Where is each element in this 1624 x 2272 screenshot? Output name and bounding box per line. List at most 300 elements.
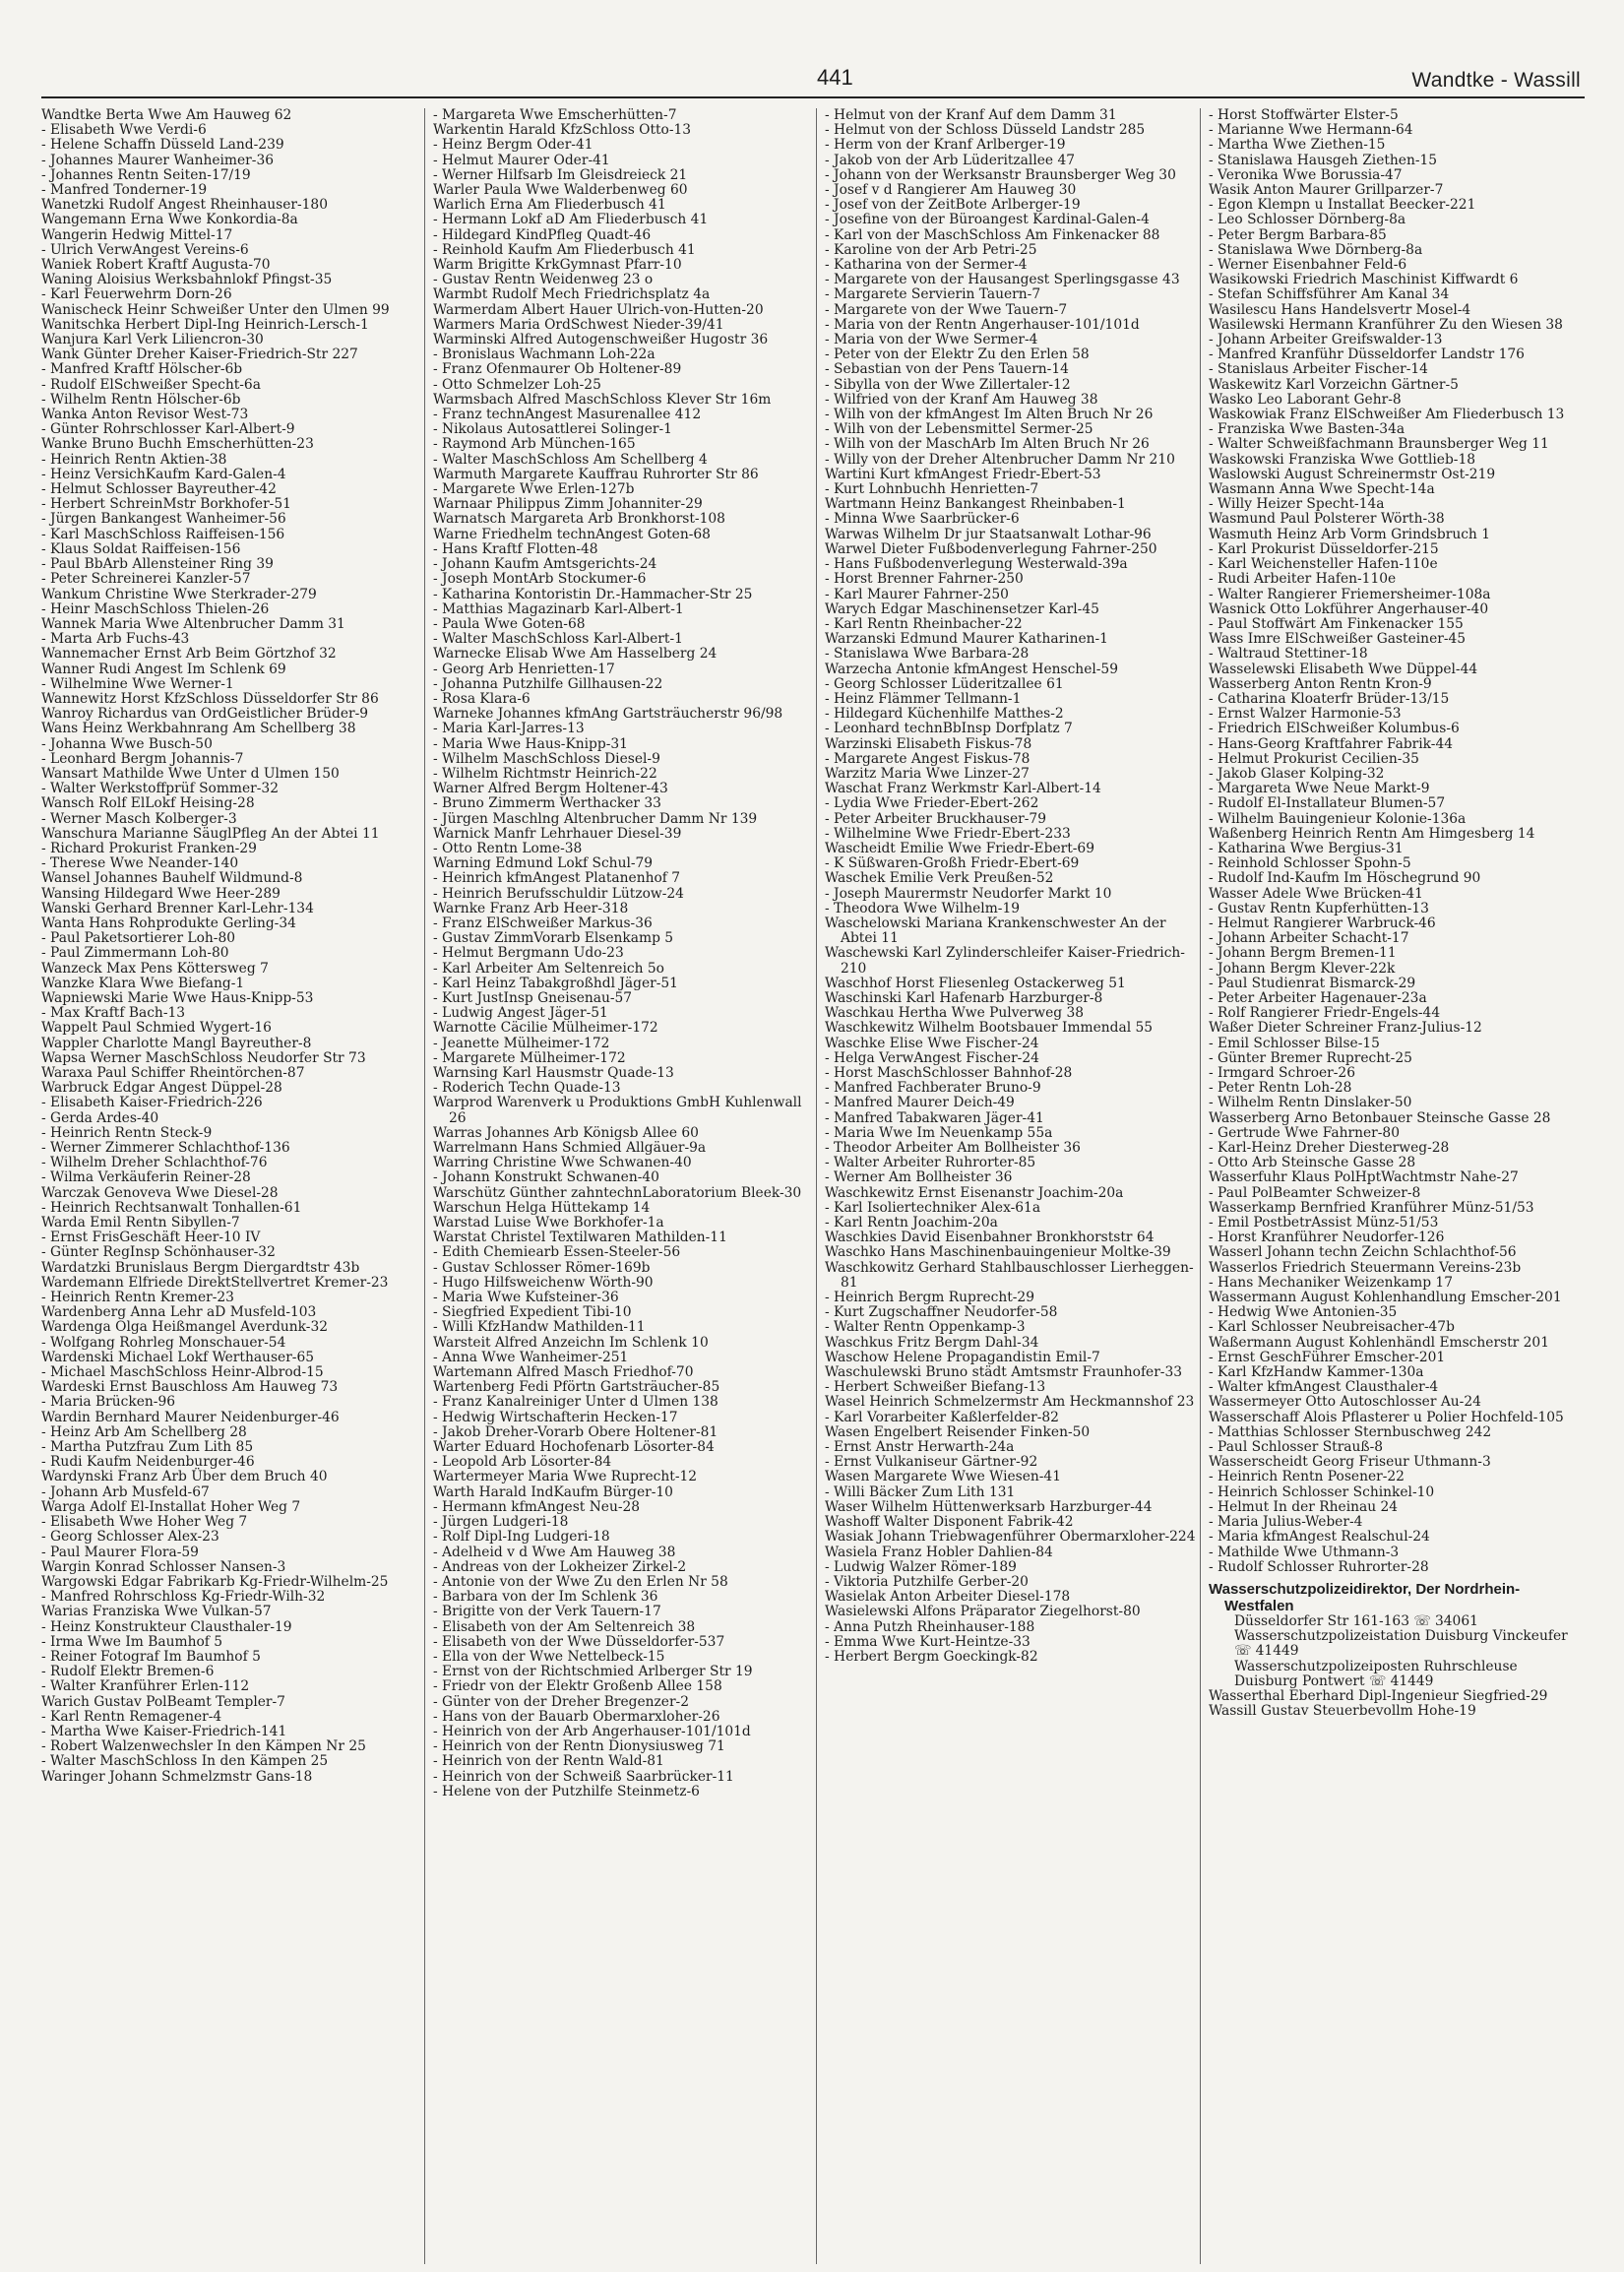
directory-entry: Warnaar Philippus Zimm Johanniter-29 <box>433 496 703 513</box>
directory-entry: - Franz ElSchweißer Markus-36 <box>433 915 653 931</box>
directory-entry: - Heinrich Berufsschuldir Lützow-24 <box>433 885 684 902</box>
directory-entry: - Katharina Kontoristin Dr.-Hammacher-Str 25 <box>433 586 753 602</box>
directory-entry: - Hans Mechaniker Weizenkamp 17 <box>1209 1274 1453 1291</box>
directory-entry: - Paul BbArb Allensteiner Ring 39 <box>41 556 274 573</box>
directory-entry: Waschelowski Mariana Krankenschwester An der Abtei 11 <box>825 915 1166 947</box>
directory-entry: - Sebastian von der Pens Tauern-14 <box>825 361 1069 378</box>
directory-entry: - Jürgen Bankangest Wanheimer-56 <box>41 511 286 528</box>
directory-entry: Waskowiak Franz ElSchweißer Am Fliederbusch 13 <box>1209 407 1565 423</box>
directory-entry: - Johanna Wwe Busch-50 <box>41 735 213 752</box>
directory-entry: - Maria von der Rentn Angerhauser-101/101d <box>825 316 1140 333</box>
directory-entry: - Elisabeth Wwe Verdi-6 <box>41 122 207 139</box>
directory-entry: - Richard Prokurist Franken-29 <box>41 840 257 856</box>
directory-entry: - Willy von der Dreher Altenbrucher Damm Nr 210 <box>825 451 1175 468</box>
directory-entry: Waslowski August Schreinermstr Ost-219 <box>1209 466 1496 482</box>
directory-entry: Wapniewski Marie Wwe Haus-Knipp-53 <box>41 989 314 1006</box>
directory-entry: - Walter Arbeiter Ruhrorter-85 <box>825 1155 1036 1171</box>
directory-entry: Warning Edmund Lokf Schul-79 <box>433 855 654 872</box>
directory-entry: - Kurt Lohnbuchh Henrietten-7 <box>825 481 1039 498</box>
directory-entry: Wasmann Anna Wwe Specht-14a <box>1209 481 1435 498</box>
directory-entry: - Heinrich Rechtsanwalt Tonhallen-61 <box>41 1199 302 1216</box>
directory-entry: Waschkewitz Ernst Eisenanstr Joachim-20a <box>825 1184 1124 1201</box>
directory-entry: - Helene Schaffn Düsseld Land-239 <box>41 137 284 154</box>
directory-entry: - Sibylla von der Wwe Zillertaler-12 <box>825 376 1071 393</box>
directory-entry: - Hugo Hilfsweichenw Wörth-90 <box>433 1274 654 1291</box>
directory-entry: Wasel Heinrich Schmelzermstr Am Heckmannshof 23 <box>825 1394 1195 1411</box>
directory-entry: - Therese Wwe Neander-140 <box>41 855 239 872</box>
directory-entry: - Stefan Schiffsführer Am Kanal 34 <box>1209 286 1450 303</box>
directory-entry: Warwas Wilhelm Dr jur Staatsanwalt Lothar-96 <box>825 526 1152 542</box>
directory-entry: - Joseph Maurermstr Neudorfer Markt 10 <box>825 885 1112 902</box>
directory-entry: - Günter Bremer Ruprecht-25 <box>1209 1049 1412 1066</box>
directory-entry: - Emma Wwe Kurt-Heintze-33 <box>825 1633 1031 1650</box>
directory-entry: - Leonhard Bergm Johannis-7 <box>41 750 244 767</box>
directory-entry: - Hermann kfmAngest Neu-28 <box>433 1498 641 1515</box>
directory-entry: Warzitz Maria Wwe Linzer-27 <box>825 765 1030 782</box>
directory-entry: Wassill Gustav Steuerbevollm Hohe-19 <box>1209 1703 1476 1720</box>
directory-entry: - Mathilde Wwe Uthmann-3 <box>1209 1544 1400 1560</box>
directory-entry: Warzinski Elisabeth Fiskus-78 <box>825 735 1032 752</box>
directory-entry: - Elisabeth von der Am Seltenreich 38 <box>433 1618 696 1635</box>
directory-entry: - Nikolaus Autosattlerei Solinger-1 <box>433 421 672 438</box>
directory-entry: - Walter Schweißfachmann Braunsberger Weg 11 <box>1209 436 1549 453</box>
directory-entry: - Margareta Wwe Neue Markt-9 <box>1209 781 1430 797</box>
directory-entry: Wannewitz Horst KfzSchloss Düsseldorfer Str 86 <box>41 690 379 707</box>
directory-entry: Wasserschaff Alois Pflasterer u Polier Hochfeld-105 <box>1209 1409 1564 1425</box>
directory-entry: - Edith Chemiearb Essen-Steeler-56 <box>433 1244 681 1261</box>
directory-entry: Wansing Hildegard Wwe Heer-289 <box>41 885 281 902</box>
directory-entry: - Jeanette Mülheimer-172 <box>433 1035 610 1051</box>
directory-entry: - Margarete von der Wwe Tauern-7 <box>825 301 1068 318</box>
directory-entry: Wasserschutzpolizeidirektor, Der Nordrhein-Westfalen <box>1209 1580 1521 1614</box>
directory-entry: - Walter MaschSchloss Karl-Albert-1 <box>433 631 683 648</box>
directory-entry: - Ella von der Wwe Nettelbeck-15 <box>433 1648 665 1665</box>
directory-entry: - Johann Arbeiter Greifswalder-13 <box>1209 332 1443 348</box>
directory-entry: - Horst Kranführer Neudorfer-126 <box>1209 1230 1445 1246</box>
directory-entry: - Marta Arb Fuchs-43 <box>41 631 190 648</box>
directory-entry: - Jakob Glaser Kolping-32 <box>1209 765 1385 782</box>
directory-entry: - Peter Arbeiter Hagenauer-23a <box>1209 989 1427 1006</box>
directory-entry: Wardeski Ernst Bauschloss Am Hauweg 73 <box>41 1379 339 1396</box>
directory-entry: - Martha Putzfrau Zum Lith 85 <box>41 1439 254 1456</box>
directory-entry: Düsseldorfer Str 161-163 ☏ 34061 <box>1234 1612 1478 1629</box>
directory-entry: - Herbert Bergm Goeckingk-82 <box>825 1648 1038 1665</box>
directory-entry: - Karl Schlosser Neubreisacher-47b <box>1209 1319 1455 1336</box>
directory-entry: - Heinrich Schlosser Schinkel-10 <box>1209 1483 1435 1500</box>
directory-entry: - Wilma Verkäuferin Reiner-28 <box>41 1169 251 1186</box>
directory-entry: - Matthias Magazinarb Karl-Albert-1 <box>433 600 684 617</box>
directory-entry: - Elisabeth Kaiser-Friedrich-226 <box>41 1095 263 1111</box>
directory-entry: Warring Christine Wwe Schwanen-40 <box>433 1155 692 1171</box>
directory-entry: - Gustav Rentn Kupferhütten-13 <box>1209 900 1429 916</box>
directory-entry: Wasik Anton Maurer Grillparzer-7 <box>1209 182 1444 199</box>
directory-entry: - Otto Schmelzer Loh-25 <box>433 376 601 393</box>
directory-entry: Waschek Emilie Verk Preußen-52 <box>825 870 1054 887</box>
directory-entry: Wascheidt Emilie Wwe Friedr-Ebert-69 <box>825 840 1094 856</box>
directory-entry: - Heinz Bergm Oder-41 <box>433 137 593 154</box>
directory-entry: - Waltraud Stettiner-18 <box>1209 646 1368 663</box>
directory-entry: - Günter RegInsp Schönhauser-32 <box>41 1244 276 1261</box>
directory-entry: - Johanna Putzhilfe Gillhausen-22 <box>433 675 663 692</box>
directory-entry: - Georg Schlosser Alex-23 <box>41 1529 219 1546</box>
directory-entry: - Emil PostbetrAssist Münz-51/53 <box>1209 1215 1439 1231</box>
directory-entry: - Manfred Rohrschloss Kg-Friedr-Wilh-32 <box>41 1589 326 1606</box>
directory-entry: - Helene von der Putzhilfe Steinmetz-6 <box>433 1783 700 1799</box>
directory-entry: Warstad Luise Wwe Borkhofer-1a <box>433 1215 664 1231</box>
directory-entry: Wasen Margarete Wwe Wiesen-41 <box>825 1469 1061 1485</box>
directory-entry: - Wilhelm MaschSchloss Diesel-9 <box>433 750 660 767</box>
directory-entry: - Leopold Arb Lösorter-84 <box>433 1454 612 1471</box>
directory-entry: Wardenberg Anna Lehr aD Musfeld-103 <box>41 1304 317 1321</box>
directory-entry: - Wilfried von der Kranf Am Hauweg 38 <box>825 391 1098 408</box>
directory-entry: - Karl Heinz Tabakgroßhdl Jäger-51 <box>433 975 678 991</box>
directory-entry: - Heinrich Rentn Steck-9 <box>41 1124 213 1141</box>
directory-entry: Wangemann Erna Wwe Konkordia-8a <box>41 212 298 228</box>
directory-entry: - Jakob von der Arb Lüderitzallee 47 <box>825 152 1076 168</box>
directory-entry: - Minna Wwe Saarbrücker-6 <box>825 511 1020 528</box>
directory-entry: Wanschura Marianne SäuglPfleg An der Abtei 11 <box>41 825 380 842</box>
directory-entry: - Karl von der MaschSchloss Am Finkenacker 88 <box>825 226 1160 243</box>
directory-entry: - Robert Walzenwechsler In den Kämpen Nr 25 <box>41 1738 366 1755</box>
directory-entry: Warmers Maria OrdSchwest Nieder-39/41 <box>433 316 724 333</box>
directory-entry: - Margarete Mülheimer-172 <box>433 1049 626 1066</box>
directory-entry: - Heinz VersichKaufm Kard-Galen-4 <box>41 466 286 482</box>
directory-entry: Wasserfuhr Klaus PolHptWachtmstr Nahe-27 <box>1209 1169 1519 1186</box>
directory-entry: - Walter MaschSchloss Am Schellberg 4 <box>433 451 708 468</box>
page-header <box>41 61 1585 98</box>
directory-entry: - Jürgen Ludgeri-18 <box>433 1514 569 1531</box>
directory-entry: - Heinrich von der Rentn Wald-81 <box>433 1753 664 1770</box>
directory-entry: Wanitschka Herbert Dipl-Ing Heinrich-Lersch-1 <box>41 316 369 333</box>
directory-entry: - Peter von der Elektr Zu den Erlen 58 <box>825 347 1090 363</box>
directory-entry: - Karl Weichensteller Hafen-110e <box>1209 556 1438 573</box>
directory-entry: Wanjura Karl Verk Liliencron-30 <box>41 332 264 348</box>
directory-entry: - Werner Eisenbahner Feld-6 <box>1209 257 1407 274</box>
directory-entry: - Ludwig Walzer Römer-189 <box>825 1558 1017 1575</box>
directory-entry: - Reinhold Kaufm Am Fliederbusch 41 <box>433 241 696 258</box>
directory-entry: - Heinrich kfmAngest Platanenhof 7 <box>433 870 681 887</box>
directory-entry: Wasserthal Eberhard Dipl-Ingenieur Siegfried-29 <box>1209 1687 1548 1704</box>
directory-entry: Warm Brigitte KrkGymnast Pfarr-10 <box>433 257 682 274</box>
directory-entry: - Gustav Schlosser Römer-169b <box>433 1259 651 1276</box>
directory-entry: Wargin Konrad Schlosser Nansen-3 <box>41 1558 286 1575</box>
directory-entry: - Paula Wwe Goten-68 <box>433 615 586 632</box>
directory-entry: Warych Edgar Maschinensetzer Karl-45 <box>825 600 1099 617</box>
column-1 <box>41 108 415 2264</box>
directory-entry: Warnke Franz Arb Heer-318 <box>433 900 629 916</box>
directory-entry: Wanischeck Heinr Schweißer Unter den Ulmen 99 <box>41 301 390 318</box>
directory-entry: - Walter kfmAngest Clausthaler-4 <box>1209 1379 1439 1396</box>
directory-entry: Wasiak Johann Triebwagenführer Obermarxloher-224 <box>825 1529 1196 1546</box>
running-head: Wandtke - Wassill <box>1411 69 1581 92</box>
directory-entry: Waskowski Franziska Wwe Gottlieb-18 <box>1209 451 1476 468</box>
directory-entry: Wanzke Klara Wwe Biefang-1 <box>41 975 245 991</box>
directory-entry: Warzanski Edmund Maurer Katharinen-1 <box>825 631 1108 648</box>
directory-columns <box>41 108 1585 2264</box>
directory-entry: - Manfred Maurer Deich-49 <box>825 1095 1015 1111</box>
directory-entry: - Werner Zimmerer Schlachthof-136 <box>41 1140 290 1157</box>
directory-entry: - Klaus Soldat Raiffeisen-156 <box>41 540 241 557</box>
directory-entry: - Ernst Vulkaniseur Gärtner-92 <box>825 1454 1038 1471</box>
directory-entry: - Manfred Kranführ Düsseldorfer Landstr 176 <box>1209 347 1525 363</box>
directory-entry: Wasserberg Anton Rentn Kron-9 <box>1209 675 1432 692</box>
directory-entry: Wansch Rolf ElLokf Heising-28 <box>41 795 255 812</box>
directory-entry: - Margareta Wwe Emscherhütten-7 <box>433 108 677 123</box>
directory-entry: - Elisabeth Wwe Hoher Weg 7 <box>41 1514 248 1531</box>
directory-entry: - Gustav Rentn Weidenweg 23 o <box>433 272 654 288</box>
directory-entry: - Margarete von der Hausangest Sperlingsgasse 43 <box>825 272 1180 288</box>
directory-entry: Waschhof Horst Fliesenleg Ostackerweg 51 <box>825 975 1126 991</box>
directory-entry: Wargowski Edgar Fabrikarb Kg-Friedr-Wilhelm-25 <box>41 1573 389 1590</box>
directory-entry: - Paul Paketsortierer Loh-80 <box>41 930 235 947</box>
directory-entry: - Rudolf ElSchweißer Specht-6a <box>41 376 261 393</box>
directory-entry: Wasmuth Heinz Arb Vorm Grindsbruch 1 <box>1209 526 1490 542</box>
directory-entry: - Bruno Zimmerm Werthacker 33 <box>433 795 661 812</box>
directory-entry: - Walter MaschSchloss In den Kämpen 25 <box>41 1753 329 1770</box>
directory-entry: - Rolf Dipl-Ing Ludgeri-18 <box>433 1529 610 1546</box>
directory-entry: - Reinhold Schlosser Spohn-5 <box>1209 855 1411 872</box>
directory-entry: Wasnick Otto Lokführer Angerhauser-40 <box>1209 600 1489 617</box>
column-3 <box>825 108 1199 2264</box>
directory-entry: - Wilhelmine Wwe Friedr-Ebert-233 <box>825 825 1071 842</box>
directory-entry: Warth Harald IndKaufm Bürger-10 <box>433 1483 673 1500</box>
directory-entry: - Johann Bergm Klever-22k <box>1209 960 1396 977</box>
directory-entry: - Manfred Tabakwaren Jäger-41 <box>825 1109 1044 1126</box>
directory-entry: - Johann Bergm Bremen-11 <box>1209 945 1397 962</box>
directory-entry: - Josef v d Rangierer Am Hauweg 30 <box>825 182 1077 199</box>
directory-entry: - Ulrich VerwAngest Vereins-6 <box>41 241 249 258</box>
directory-entry: - K Süßwaren-Großh Friedr-Ebert-69 <box>825 855 1080 872</box>
directory-entry: Waschkewitz Wilhelm Bootsbauer Immendal 55 <box>825 1020 1154 1037</box>
directory-entry: Wapsa Werner MaschSchloss Neudorfer Str 73 <box>41 1049 366 1066</box>
directory-entry: - Wilhelm Rentn Hölscher-6b <box>41 391 241 408</box>
directory-entry: - Rudolf Elektr Bremen-6 <box>41 1664 215 1680</box>
directory-entry: Warprod Warenverk u Produktions GmbH Kuhlenwall 26 <box>433 1095 802 1126</box>
directory-entry: - Leo Schlosser Dörnberg-8a <box>1209 212 1406 228</box>
directory-entry: - Willi KfzHandw Mathilden-11 <box>433 1319 646 1336</box>
directory-entry: Wardatzki Brunislaus Bergm Diergardtstr 43b <box>41 1259 360 1276</box>
directory-entry: Wasserscheidt Georg Friseur Uthmann-3 <box>1209 1454 1491 1471</box>
directory-entry: - Rudi Kaufm Neidenburger-46 <box>41 1454 255 1471</box>
directory-entry: Warminski Alfred Autogenschweißer Hugostr 36 <box>433 332 769 348</box>
directory-entry: Wartini Kurt kfmAngest Friedr-Ebert-53 <box>825 466 1101 482</box>
directory-entry: - Joseph MontArb Stockumer-6 <box>433 571 647 588</box>
directory-entry: Wasilescu Hans Handelsvertr Mosel-4 <box>1209 301 1471 318</box>
directory-entry: - Heinrich Rentn Aktien-38 <box>41 451 227 468</box>
directory-entry: - Gustav ZimmVorarb Elsenkamp 5 <box>433 930 674 947</box>
directory-entry: - Franziska Wwe Basten-34a <box>1209 421 1405 438</box>
directory-entry: - Michael MaschSchloss Heinr-Albrod-15 <box>41 1364 324 1381</box>
directory-entry: Warwel Dieter Fußbodenverlegung Fahrner-250 <box>825 540 1157 557</box>
directory-entry: Wardynski Franz Arb Über dem Bruch 40 <box>41 1469 328 1485</box>
directory-entry: - Georg Arb Henrietten-17 <box>433 661 615 677</box>
column-divider <box>424 108 425 2264</box>
directory-entry: - Heinz Konstrukteur Clausthaler-19 <box>41 1618 292 1635</box>
directory-entry: - Helmut Prokurist Cecilien-35 <box>1209 750 1419 767</box>
column-divider <box>1200 108 1201 2264</box>
directory-entry: - Werner Hilfsarb Im Gleisdreieck 21 <box>433 166 688 183</box>
directory-entry: - Karl KfzHandw Kammer-130a <box>1209 1364 1424 1381</box>
column-4 <box>1209 108 1583 2264</box>
directory-entry: - Friedrich ElSchweißer Kolumbus-6 <box>1209 721 1460 737</box>
directory-entry: - Karl Maurer Fahrner-250 <box>825 586 1009 602</box>
directory-entry: - Roderich Techn Quade-13 <box>433 1080 621 1097</box>
directory-entry: - Rudi Arbeiter Hafen-110e <box>1209 571 1397 588</box>
directory-entry: - Lydia Wwe Frieder-Ebert-262 <box>825 795 1039 812</box>
directory-entry: - Hans Fußbodenverlegung Westerwald-39a <box>825 556 1128 573</box>
directory-entry: Warmsbach Alfred MaschSchloss Klever Str 16m <box>433 391 772 408</box>
directory-entry: Wanzeck Max Pens Köttersweg 7 <box>41 960 269 977</box>
directory-entry: - Karl Rentn Remagener-4 <box>41 1708 222 1725</box>
directory-entry: - Walter Rangierer Friemersheimer-108a <box>1209 586 1491 602</box>
directory-entry: - Karl Vorarbeiter Kaßlerfelder-82 <box>825 1409 1059 1425</box>
page-number: 441 <box>817 65 853 90</box>
directory-entry: - Hedwig Wwe Antonien-35 <box>1209 1304 1398 1321</box>
directory-entry: Wasielewski Alfons Präparator Ziegelhorst-80 <box>825 1604 1141 1620</box>
directory-entry: - Johannes Rentn Seiten-17/19 <box>41 166 251 183</box>
directory-entry: Wasselewski Elisabeth Wwe Düppel-44 <box>1209 661 1478 677</box>
directory-entry: Waschkies David Eisenbahner Bronkhorststr 64 <box>825 1230 1155 1246</box>
directory-entry: - Heinrich von der Schweiß Saarbrücker-11 <box>433 1768 734 1785</box>
directory-entry: - Anna Putzh Rheinhauser-188 <box>825 1618 1035 1635</box>
directory-entry: Wasserschutzpolizeiposten Ruhrschleuse Duisburg Pontwert ☏ 41449 <box>1234 1658 1518 1689</box>
directory-entry: - Heinrich Bergm Ruprecht-29 <box>825 1290 1034 1306</box>
directory-entry: - Maria von der Wwe Sermer-4 <box>825 332 1038 348</box>
directory-entry: - Viktoria Putzhilfe Gerber-20 <box>825 1573 1029 1590</box>
directory-entry: Wartermeyer Maria Wwe Ruprecht-12 <box>433 1469 698 1485</box>
directory-entry: - Matthias Schlosser Sternbuschweg 242 <box>1209 1423 1492 1440</box>
directory-entry: - Ludwig Angest Jäger-51 <box>433 1005 608 1022</box>
directory-entry: Waschkowitz Gerhard Stahlbauschlosser Lierheggen-81 <box>825 1259 1194 1291</box>
directory-entry: - Helmut Maurer Oder-41 <box>433 152 610 168</box>
directory-entry: - Horst Stoffwärter Elster-5 <box>1209 108 1399 123</box>
directory-entry: Waschulewski Bruno städt Amtsmstr Fraunhofer-33 <box>825 1364 1183 1381</box>
directory-entry: Wanke Bruno Buchh Emscherhütten-23 <box>41 436 314 453</box>
directory-entry: Wansel Johannes Bauhelf Wildmund-8 <box>41 870 303 887</box>
directory-entry: Warschütz Günther zahntechnLaboratorium Bleek-30 <box>433 1184 802 1201</box>
directory-entry: Waßenberg Heinrich Rentn Am Himgesberg 14 <box>1209 825 1535 842</box>
directory-entry: Wasilewski Hermann Kranführer Zu den Wiesen 38 <box>1209 316 1563 333</box>
directory-entry: Wasmund Paul Polsterer Wörth-38 <box>1209 511 1445 528</box>
directory-entry: Wardemann Elfriede DirektStellvertret Kremer-23 <box>41 1274 389 1291</box>
directory-entry: - Paul Studienrat Bismarck-29 <box>1209 975 1416 991</box>
directory-entry: Warczak Genoveva Wwe Diesel-28 <box>41 1184 279 1201</box>
directory-entry: - Hans-Georg Kraftfahrer Fabrik-44 <box>1209 735 1454 752</box>
directory-entry: Warkentin Harald KfzSchloss Otto-13 <box>433 122 692 139</box>
directory-entry: - Kurt JustInsp Gneisenau-57 <box>433 989 633 1006</box>
directory-entry: - Stanislawa Hausgeh Ziethen-15 <box>1209 152 1438 168</box>
directory-entry: Wasserl Johann techn Zeichn Schlachthof-56 <box>1209 1244 1517 1261</box>
directory-entry: Wanetzki Rudolf Angest Rheinhauser-180 <box>41 197 328 214</box>
directory-entry: Warich Gustav PolBeamt Templer-7 <box>41 1693 285 1710</box>
directory-entry: - Helmut In der Rheinau 24 <box>1209 1498 1399 1515</box>
directory-entry: - Heinz Flämmer Tellmann-1 <box>825 690 1022 707</box>
directory-entry: Waschinski Karl Hafenarb Harzburger-8 <box>825 989 1103 1006</box>
directory-entry: Wans Heinz Werkbahnrang Am Schellberg 38 <box>41 721 356 737</box>
directory-entry: Wartemann Alfred Masch Friedhof-70 <box>433 1364 694 1381</box>
directory-entry: - Johann Arb Musfeld-67 <box>41 1483 210 1500</box>
directory-entry: Wappler Charlotte Mangl Bayreuther-8 <box>41 1035 312 1051</box>
directory-entry: - Herbert Schweißer Biefang-13 <box>825 1379 1046 1396</box>
directory-entry: Warmerdam Albert Hauer Ulrich-von-Hutten-20 <box>433 301 764 318</box>
directory-entry: Warga Adolf El-Installat Hoher Weg 7 <box>41 1498 301 1515</box>
directory-entry: - Wolfgang Rohrleg Monschauer-54 <box>41 1334 286 1351</box>
directory-entry: - Horst Brenner Fahrner-250 <box>825 571 1024 588</box>
directory-entry: - Franz Ofenmaurer Ob Holtener-89 <box>433 361 682 378</box>
directory-entry: - Ernst Anstr Herwarth-24a <box>825 1439 1015 1456</box>
directory-entry: Warschun Helga Hüttekamp 14 <box>433 1199 651 1216</box>
directory-entry: Wasen Engelbert Reisender Finken-50 <box>825 1423 1091 1440</box>
directory-entry: - Peter Rentn Loh-28 <box>1209 1080 1352 1097</box>
directory-entry: - Ernst von der Richtschmied Arlberger Str 19 <box>433 1664 753 1680</box>
directory-entry: - Wilh von der Lebensmittel Sermer-25 <box>825 421 1093 438</box>
directory-entry: Warrelmann Hans Schmied Allgäuer-9a <box>433 1140 707 1157</box>
directory-entry: - Martha Wwe Kaiser-Friedrich-141 <box>41 1723 287 1739</box>
directory-entry: Waschow Helene Propagandistin Emil-7 <box>825 1349 1100 1365</box>
directory-entry: Waschewski Karl Zylinderschleifer Kaiser-Friedrich-210 <box>825 945 1185 977</box>
directory-entry: Wassermeyer Otto Autoschlosser Au-24 <box>1209 1394 1481 1411</box>
directory-entry: - Andreas von der Lokheizer Zirkel-2 <box>433 1558 687 1575</box>
directory-entry: - Helmut Bergmann Udo-23 <box>433 945 624 962</box>
directory-entry: - Irmgard Schroer-26 <box>1209 1065 1355 1081</box>
directory-entry: - Veronika Wwe Borussia-47 <box>1209 166 1403 183</box>
directory-entry: - Egon Klempn u Installat Beecker-221 <box>1209 197 1476 214</box>
directory-entry: - Günter Rohrschlosser Karl-Albert-9 <box>41 421 295 438</box>
directory-entry: - Jürgen Maschlng Altenbrucher Damm Nr 139 <box>433 810 758 827</box>
directory-entry: Wanta Hans Rohprodukte Gerling-34 <box>41 915 296 931</box>
directory-entry: - Brigitte von der Verk Tauern-17 <box>433 1604 661 1620</box>
directory-entry: Waßermann August Kohlenhändl Emscherstr 201 <box>1209 1334 1549 1351</box>
directory-entry: - Martha Wwe Ziethen-15 <box>1209 137 1386 154</box>
directory-entry: - Wilhelmine Wwe Werner-1 <box>41 675 234 692</box>
directory-entry: - Kurt Zugschaffner Neudorfer-58 <box>825 1304 1058 1321</box>
directory-entry: - Ernst GeschFührer Emscher-201 <box>1209 1349 1446 1365</box>
directory-entry: Warmbt Rudolf Mech Friedrichsplatz 4a <box>433 286 711 303</box>
directory-entry: - Karl Rentn Joachim-20a <box>825 1215 998 1231</box>
directory-entry: - Hans von der Bauarb Obermarxloher-26 <box>433 1708 720 1725</box>
directory-entry: Warstat Christel Textilwaren Mathilden-11 <box>433 1230 727 1246</box>
directory-entry: Wappelt Paul Schmied Wygert-16 <box>41 1020 272 1037</box>
directory-entry: - Georg Schlosser Lüderitzallee 61 <box>825 675 1064 692</box>
directory-entry: - Adelheid v d Wwe Am Hauweg 38 <box>433 1544 676 1560</box>
directory-entry: - Wilh von der kfmAngest Im Alten Bruch Nr 26 <box>825 407 1154 423</box>
directory-entry: Wanner Rudi Angest Im Schlenk 69 <box>41 661 286 677</box>
directory-entry: - Hedwig Wirtschafterin Hecken-17 <box>433 1409 678 1425</box>
directory-entry: Warnsing Karl Hausmstr Quade-13 <box>433 1065 674 1081</box>
directory-entry: Wasser Adele Wwe Brücken-41 <box>1209 885 1423 902</box>
directory-entry: - Irma Wwe Im Baumhof 5 <box>41 1633 223 1650</box>
directory-entry: - Wilhelm Rentn Dinslaker-50 <box>1209 1095 1412 1111</box>
directory-entry: Wartenberg Fedi Pförtn Gartsträucher-85 <box>433 1379 720 1396</box>
directory-entry: - Maria Wwe Haus-Knipp-31 <box>433 735 628 752</box>
directory-entry: Warler Paula Wwe Walderbenweg 60 <box>433 182 688 199</box>
directory-entry: - Werner Am Bollheister 36 <box>825 1169 1013 1186</box>
directory-entry: - Peter Bergm Barbara-85 <box>1209 226 1387 243</box>
directory-entry: Wannemacher Ernst Arb Beim Görtzhof 32 <box>41 646 337 663</box>
directory-entry: - Paul Zimmermann Loh-80 <box>41 945 229 962</box>
directory-entry: - Katharina Wwe Bergius-31 <box>1209 840 1404 856</box>
directory-entry: - Horst MaschSchlosser Bahnhof-28 <box>825 1065 1073 1081</box>
directory-entry: Waschko Hans Maschinenbauingenieur Moltke-39 <box>825 1244 1171 1261</box>
directory-entry: Wandtke Berta Wwe Am Hauweg 62 <box>41 108 292 123</box>
directory-entry: - Willi Bäcker Zum Lith 131 <box>825 1483 1016 1500</box>
directory-entry: Wank Günter Dreher Kaiser-Friedrich-Str 227 <box>41 347 358 363</box>
directory-entry: Wasserlos Friedrich Steuermann Vereins-23b <box>1209 1259 1522 1276</box>
directory-entry: - Johann Arbeiter Schacht-17 <box>1209 930 1409 947</box>
directory-entry: - Heinr MaschSchloss Thielen-26 <box>41 600 270 617</box>
directory-entry: - Hildegard Küchenhilfe Matthes-2 <box>825 706 1064 723</box>
directory-entry: - Peter Schreinerei Kanzler-57 <box>41 571 251 588</box>
